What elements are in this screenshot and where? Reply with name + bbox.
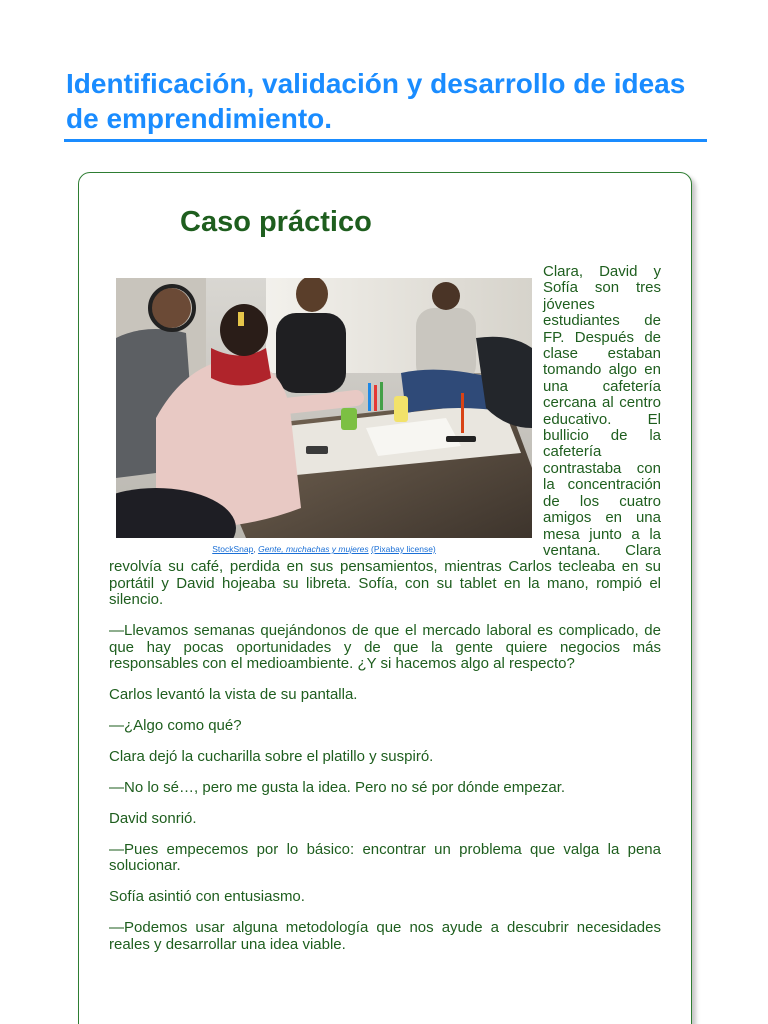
students-photo xyxy=(116,278,532,538)
story-paragraph: —Podemos usar alguna metodología que nos ayude a descubrir necesidades reales y desarrollar una idea viable. xyxy=(109,919,661,953)
credit-separator: , xyxy=(253,544,259,554)
story-paragraph: Carlos levantó la vista de su pantalla. xyxy=(109,685,358,703)
story-paragraph: —¿Algo como qué? xyxy=(109,716,242,734)
credit-author-link[interactable]: StockSnap xyxy=(212,544,254,554)
story-paragraph: —No lo sé…, pero me gusta la idea. Pero no sé por dónde empezar. xyxy=(109,778,566,796)
credit-work-link[interactable] xyxy=(258,544,369,554)
title-underline xyxy=(64,139,707,142)
credit-license-link[interactable]: (Pixabay license) xyxy=(371,544,436,554)
case-study-heading: Caso práctico xyxy=(180,206,372,238)
credit-work-title: Gente, muchachas y mujeres xyxy=(258,544,369,554)
story-paragraph: Clara dejó la cucharilla sobre el platillo y suspiró. xyxy=(109,747,434,765)
story-paragraph: Sofía asintió con entusiasmo. xyxy=(109,888,305,906)
story-paragraph: —Pues empecemos por lo básico: encontrar un problema que valga la pena solucionar. xyxy=(109,840,661,875)
story-paragraph: David sonrió. xyxy=(109,809,197,827)
image-credit xyxy=(109,544,532,554)
case-study-text xyxy=(109,264,661,968)
document-title: Identificación, validación y desarrollo de ideas de emprendimiento. xyxy=(66,68,686,134)
case-study-figure xyxy=(109,278,537,554)
story-paragraph: —Llevamos semanas quejándonos de que el mercado laboral es complicado, de que hay pocas oportunidades y de que la gente quiere negocios más responsables con el medioambiente. ¿Y si hacemos algo al respecto? xyxy=(109,622,661,672)
story-paragraph: Clara, David y Sofía son tres jóvenes estudiantes de FP. Después de clase estaban tomando algo en una cafetería cercana al centro educativo. El bullicio de la cafetería contrastaba con la concentración de los cuatro amigos en una mesa junto a la ventana. Clara revolvía su café, perdida en sus pensamientos, mientras Carlos tecleaba en su portátil y David hojeaba su libreta. Sofía, con su tablet en la mano, rompió el silencio. xyxy=(109,263,661,609)
